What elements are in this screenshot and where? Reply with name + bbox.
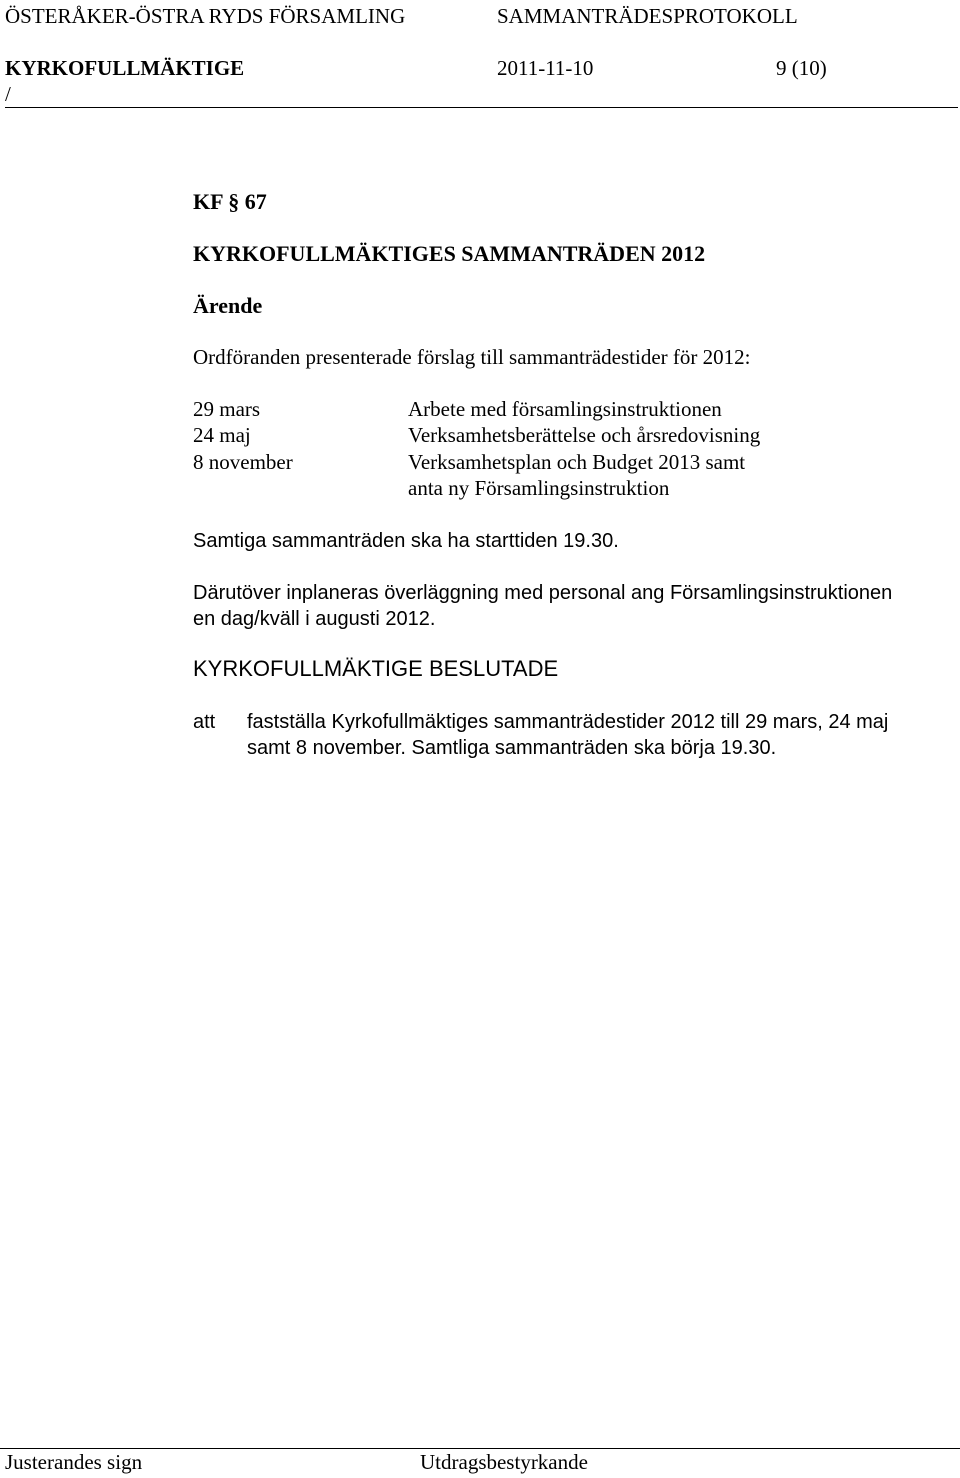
- utdragsbestyrkande-label: Utdragsbestyrkande: [420, 1450, 588, 1474]
- decision-text-line: fastställa Kyrkofullmäktiges sammanträdestider 2012 till 29 mars, 24 maj: [247, 711, 889, 733]
- organization-name: ÖSTERÅKER-ÖSTRA RYDS FÖRSAMLING: [5, 4, 406, 28]
- schedule-date: 24 maj: [193, 423, 251, 447]
- schedule-date: 29 mars: [193, 397, 261, 421]
- header-divider: [5, 107, 958, 108]
- arende-heading: Ärende: [193, 293, 263, 318]
- decision-text-line: samt 8 november. Samtliga sammanträden ska börja 19.30.: [247, 737, 777, 759]
- body-name: KYRKOFULLMÄKTIGE: [5, 56, 245, 80]
- meeting-date: 2011-11-10: [497, 56, 594, 80]
- schedule-description-continued: anta ny Församlingsinstruktion: [408, 476, 670, 500]
- schedule-description: Arbete med församlingsinstruktionen: [408, 397, 722, 421]
- footer-divider: [0, 1448, 960, 1449]
- justerandes-sign-label: Justerandes sign: [5, 1450, 143, 1474]
- page-number: 9 (10): [776, 56, 827, 80]
- decision-att-label: att: [193, 711, 216, 733]
- schedule-description: Verksamhetsplan och Budget 2013 samt: [408, 450, 746, 474]
- extra-paragraph-line: en dag/kväll i augusti 2012.: [193, 608, 436, 630]
- decision-heading: KYRKOFULLMÄKTIGE BESLUTADE: [193, 656, 559, 681]
- intro-paragraph: Ordföranden presenterade förslag till sammanträdestider för 2012:: [193, 345, 751, 369]
- header-slash: /: [5, 82, 11, 106]
- section-number: KF § 67: [193, 189, 267, 214]
- document-type: SAMMANTRÄDESPROTOKOLL: [497, 4, 798, 28]
- section-title: KYRKOFULLMÄKTIGES SAMMANTRÄDEN 2012: [193, 241, 706, 266]
- extra-paragraph-line: Därutöver inplaneras överläggning med personal ang Församlingsinstruktionen: [193, 582, 893, 604]
- schedule-date: 8 november: [193, 450, 293, 474]
- start-time-note: Samtiga sammanträden ska ha starttiden 19.30.: [193, 530, 619, 552]
- schedule-description: Verksamhetsberättelse och årsredovisning: [408, 423, 761, 447]
